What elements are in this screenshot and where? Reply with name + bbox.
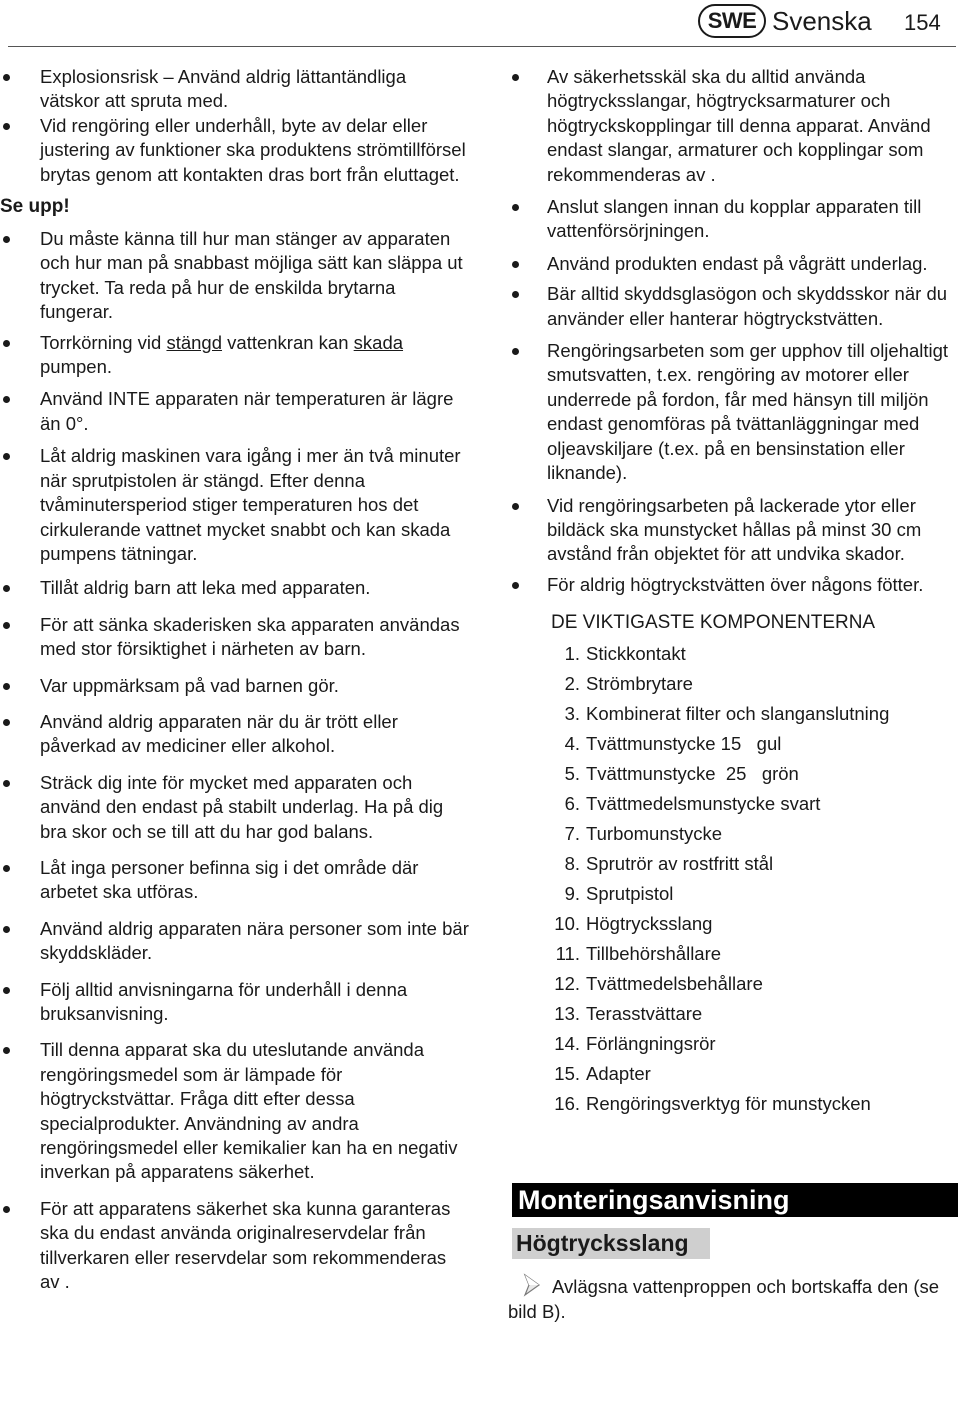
bullet-dot-icon <box>3 453 10 460</box>
list-item: Tillåt aldrig barn att leka med apparaten. <box>0 576 470 600</box>
bullet-dot-icon <box>3 622 10 629</box>
bullet-dot-icon <box>3 865 10 872</box>
list-item: Till denna apparat ska du uteslutande använda rengöringsmedel som är lämpade för högtryckstvättar. Fråga ditt efter dessa specialprodukter. Användning av andra rengöringsmedel eller kemikalier kan ha en negativ inverkan på apparatens säkerhet. <box>0 1038 470 1184</box>
assembly-step: Avlägsna vattenproppen och bortskaffa den (se bild B). <box>508 1273 960 1324</box>
list-item: Sträck dig inte för mycket med apparaten och använd den endast på stabilt underlag. Ha på dig bra skor och se till att du har god balans. <box>0 771 470 844</box>
bullet-dot-icon <box>3 926 10 933</box>
bullet-dot-icon <box>512 348 519 355</box>
list-item: För aldrig högtryckstvätten över någons fötter. <box>508 573 960 597</box>
right-column <box>508 65 960 1324</box>
component-item: 1. Stickkontakt <box>564 643 686 665</box>
bullet-dot-icon <box>512 291 519 298</box>
components-list <box>508 639 960 1119</box>
component-item: 3. Kombinerat filter och slanganslutning <box>564 703 890 725</box>
list-item: Rengöringsarbeten som ger upphov till oljehaltigt smutsvatten, t.ex. rengöring av motorer eller underrede på fordon, får med hänsyn till miljön endast genomföras på tvättanläggningar med oljeavskiljare (t.ex. på en bensinstation eller liknande). <box>508 339 960 485</box>
list-item: För att sänka skaderisken ska apparaten användas med stor försiktighet i närheten av barn. <box>0 613 470 662</box>
bullet-dot-icon <box>512 261 519 268</box>
bullet-dot-icon <box>3 585 10 592</box>
list-item: Använd produkten endast på vågrätt underlag. <box>508 252 960 276</box>
component-item: 11. Tillbehörshållare <box>555 943 722 965</box>
component-item: 7. Turbomunstycke <box>564 823 723 845</box>
list-item: Av säkerhetsskäl ska du alltid använda högtrycksslangar, högtrycksarmaturer och högtryckskopplingar till denna apparat. Använd endast slangar, armaturer och kopplingar som rekommenderas av . <box>508 65 960 187</box>
language-badge: SWE <box>698 4 766 38</box>
list-item: Använd INTE apparaten när temperaturen är lägre än 0°. <box>0 387 470 436</box>
bullet-dot-icon <box>3 683 10 690</box>
bullet-dot-icon <box>3 396 10 403</box>
list-item: Vid rengöring eller underhåll, byte av delar eller justering av funktioner ska produktens strömtillförsel brytas genom att kontakten dras bort från eluttaget. <box>0 114 470 187</box>
list-item: Explosionsrisk – Använd aldrig lättantändliga vätskor att spruta med. <box>0 65 470 114</box>
list-item: Låt aldrig maskinen vara igång i mer än två minuter när sprutpistolen är stängd. Efter denna tvåminutersperiod stiger temperaturen hos det cirkulerande vattnet mycket snabbt och kan skada pumpens tätningar. <box>0 444 470 566</box>
list-item: Vid rengöringsarbeten på lackerade ytor eller bildäck ska munstycket hållas på minst 30 cm avstånd från objektet för att undvika skador. <box>508 494 960 567</box>
header-divider <box>8 46 956 47</box>
language-name: Svenska <box>772 6 872 36</box>
page-number: 154 <box>904 10 941 35</box>
bullet-dot-icon <box>3 74 10 81</box>
list-item: Anslut slangen innan du kopplar apparaten till vattenförsörjningen. <box>508 195 960 244</box>
list-item: Du måste känna till hur man stänger av apparaten och hur man på snabbast möjliga sätt kan släppa ut trycket. Ta reda på hur de enskilda brytarna fungerar. <box>0 227 470 325</box>
component-item: 6. Tvättmedelsmunstycke svart <box>564 793 821 815</box>
list-item: Bär alltid skyddsglasögon och skyddsskor när du använder eller hanterar högtryckstvätten. <box>508 282 960 331</box>
bullet-dot-icon <box>512 582 519 589</box>
underlined-word: stängd <box>166 331 223 353</box>
caution-heading: Se upp! <box>0 196 70 218</box>
bullet-dot-icon <box>3 1206 10 1213</box>
chevron-right-icon <box>522 1273 542 1297</box>
bullet-dot-icon <box>3 236 10 243</box>
bullet-dot-icon <box>512 204 519 211</box>
component-item: 8. Sprutrör av rostfritt stål <box>564 853 774 875</box>
bullet-dot-icon <box>512 503 519 510</box>
component-item: 4. Tvättmunstycke 15 gul <box>564 733 782 755</box>
bullet-dot-icon <box>3 987 10 994</box>
components-heading: DE VIKTIGASTE KOMPONENTERNA <box>551 612 876 634</box>
list-item: Använd aldrig apparaten nära personer som inte bär skyddskläder. <box>0 917 470 966</box>
safety-list-top <box>0 65 470 187</box>
component-item: 9. Sprutpistol <box>564 883 674 905</box>
list-item: Följ alltid anvisningarna för underhåll i denna bruksanvisning. <box>0 978 470 1027</box>
list-item: Använd aldrig apparaten när du är trött eller påverkad av mediciner eller alkohol. <box>0 710 470 759</box>
underlined-word: skada <box>353 331 404 353</box>
bullet-dot-icon <box>3 780 10 787</box>
bullet-dot-icon <box>512 74 519 81</box>
list-item: Låt inga personer befinna sig i det område där arbetet ska utföras. <box>0 856 470 905</box>
left-column <box>0 65 470 1294</box>
component-item: 15. Adapter <box>554 1063 651 1085</box>
assembly-section-title: Monteringsanvisning <box>512 1183 958 1217</box>
component-item: 14. Förlängningsrör <box>554 1033 716 1055</box>
page-header <box>0 0 960 50</box>
component-item: 5. Tvättmunstycke 25 grön <box>564 763 799 785</box>
bullet-dot-icon <box>3 340 10 347</box>
safety-list-caution <box>0 227 470 1294</box>
bullet-dot-icon <box>3 123 10 130</box>
bullet-dot-icon <box>3 719 10 726</box>
component-item: 10. Högtrycksslang <box>554 913 713 935</box>
list-item: För att apparatens säkerhet ska kunna garanteras ska du endast använda originalreservdelar från tillverkaren eller reservdelar som rekommenderas av . <box>0 1197 470 1295</box>
list-item-dry-run: Torrkörning vid stängd vattenkran kan skada pumpen. <box>0 331 470 380</box>
component-item: 16. Rengöringsverktyg för munstycken <box>554 1093 871 1115</box>
safety-list-right <box>508 65 960 597</box>
hose-subsection-title: Högtrycksslang <box>512 1228 710 1259</box>
component-item: 13. Terasstvättare <box>554 1003 703 1025</box>
bullet-dot-icon <box>3 1047 10 1054</box>
list-item: Var uppmärksam på vad barnen gör. <box>0 674 470 698</box>
component-item: 2. Strömbrytare <box>564 673 693 695</box>
component-item: 12. Tvättmedelsbehållare <box>554 973 763 995</box>
